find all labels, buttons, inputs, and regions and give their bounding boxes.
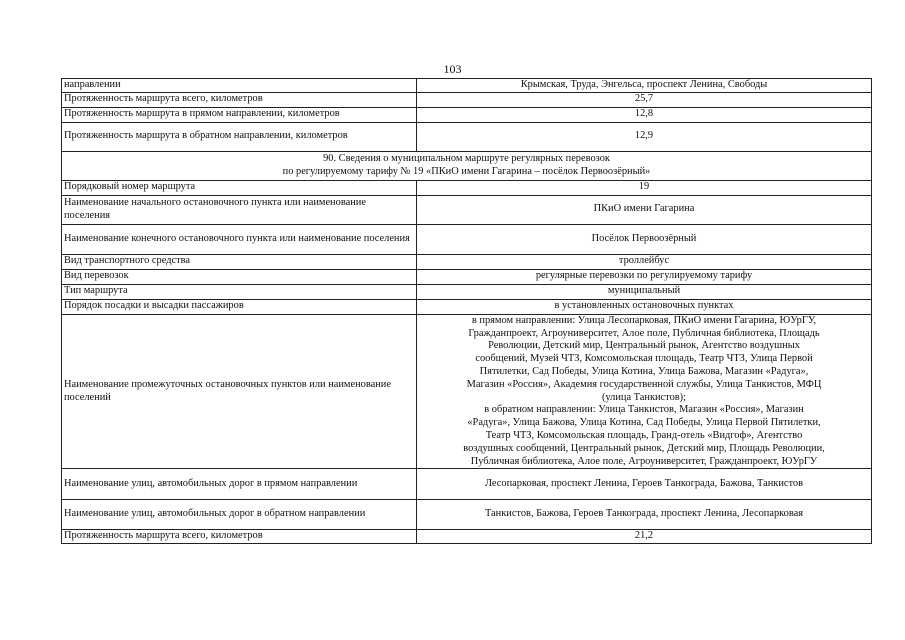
row-label: Порядковый номер маршрута	[62, 180, 417, 195]
row-label: Протяженность маршрута в обратном направлении, километров	[62, 122, 417, 151]
row-label: Протяженность маршрута всего, километров	[62, 92, 417, 107]
table-row	[62, 314, 872, 469]
table-row	[62, 224, 872, 254]
row-value: в установленных остановочных пунктах	[417, 299, 872, 314]
row-label: Наименование конечного остановочного пункта или наименование поселения	[62, 224, 417, 254]
row-label: Наименование начального остановочного пункта или наименование поселения	[62, 195, 417, 224]
table-row	[62, 500, 872, 530]
row-value: 21,2	[417, 530, 872, 544]
row-label: Порядок посадки и высадки пассажиров	[62, 299, 417, 314]
stops-line: Театр ЧТЗ, Комсомольская площадь, Гранд-отель «Видгоф», Агентство	[485, 429, 803, 441]
stops-line: Революции, Детский мир, Центральный рынок, Агентство воздушных	[488, 340, 800, 352]
stops-line: «Радуга», Улица Бажова, Улица Котина, Сад Победы, Улица Первой Пятилетки,	[467, 417, 821, 429]
table-row	[62, 254, 872, 269]
table-row	[62, 195, 872, 224]
row-value: регулярные перевозки по регулируемому тарифу	[417, 269, 872, 284]
stops-line: в обратном направлении: Улица Танкистов, Магазин «Россия», Магазин	[484, 404, 804, 416]
table-row	[62, 180, 872, 195]
row-label: Тип маршрута	[62, 284, 417, 299]
row-label: направлении	[62, 79, 417, 93]
stops-line: Гражданпроект, Агроуниверситет, Алое поле, Публичная библиотека, Площадь	[468, 327, 820, 339]
row-label: Наименование промежуточных остановочных пунктов или наименование поселений	[62, 314, 417, 469]
table-row	[62, 92, 872, 107]
row-value: троллейбус	[417, 254, 872, 269]
row-value: Танкистов, Бажова, Героев Танкограда, проспект Ленина, Лесопарковая	[417, 500, 872, 530]
stops-line: в прямом направлении: Улица Лесопарковая, ПКиО имени Гагарина, ЮУрГУ,	[471, 314, 817, 326]
row-label: Вид перевозок	[62, 269, 417, 284]
row-value: 12,9	[417, 122, 872, 151]
stops-line: воздушных сообщений, Центральный рынок, Детский мир, Площадь Революции,	[463, 442, 825, 454]
row-label: Протяженность маршрута в прямом направлении, километров	[62, 107, 417, 122]
row-label: Протяженность маршрута всего, километров	[62, 530, 417, 544]
stops-line: Публичная библиотека, Алое поле, Агроуниверситет, Гражданпроект, ЮУрГУ	[470, 455, 818, 467]
row-value: 19	[417, 180, 872, 195]
table-row	[62, 299, 872, 314]
row-value: 25,7	[417, 92, 872, 107]
row-value: Лесопарковая, проспект Ленина, Героев Танкограда, Бажова, Танкистов	[417, 469, 872, 500]
row-value: Крымская, Труда, Энгельса, проспект Ленина, Свободы	[417, 79, 872, 93]
page-number: 103	[443, 62, 462, 76]
table-row	[62, 122, 872, 151]
table-row	[62, 269, 872, 284]
stops-line: Пятилетки, Сад Победы, Улица Котина, Улица Бажова, Магазин «Радуга»,	[479, 365, 809, 377]
stops-line: сообщений, Музей ЧТЗ, Комсомольская площадь, Театр ЧТЗ, Улица Первой	[475, 353, 813, 365]
stops-list	[417, 314, 872, 469]
table-row	[62, 530, 872, 544]
row-value: 12,8	[417, 107, 872, 122]
section-header-row	[62, 151, 872, 180]
section-title	[62, 151, 872, 180]
row-value: Посёлок Первоозёрный	[417, 224, 872, 254]
row-label: Наименование улиц, автомобильных дорог в обратном направлении	[62, 500, 417, 530]
table-row	[62, 284, 872, 299]
route-info-table	[61, 78, 872, 544]
row-value: муниципальный	[417, 284, 872, 299]
table-row	[62, 107, 872, 122]
table-row	[62, 79, 872, 93]
row-value: ПКиО имени Гагарина	[417, 195, 872, 224]
stops-line: (улица Танкистов);	[601, 391, 687, 403]
section-title-line: 90. Сведения о муниципальном маршруте регулярных перевозок	[323, 153, 610, 164]
table-row	[62, 469, 872, 500]
row-label: Вид транспортного средства	[62, 254, 417, 269]
section-title-line: по регулируемому тарифу № 19 «ПКиО имени Гагарина – посёлок Первоозёрный»	[282, 165, 651, 177]
stops-line: Магазин «Россия», Академия государственной службы, Улица Танкистов, МФЦ	[466, 378, 822, 390]
row-label: Наименование улиц, автомобильных дорог в прямом направлении	[62, 469, 417, 500]
